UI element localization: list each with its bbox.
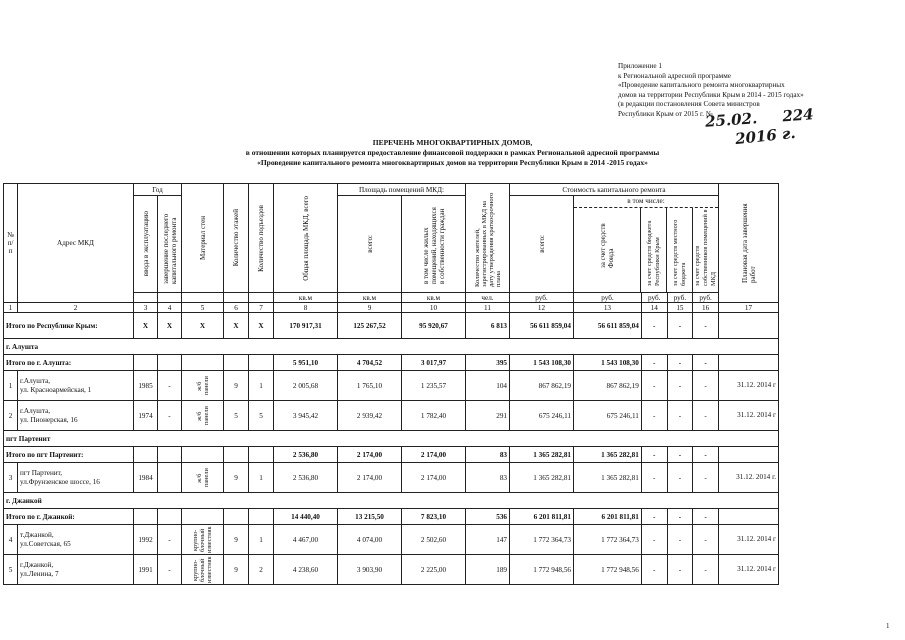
address xyxy=(18,525,134,555)
address-city: г.Алушта, xyxy=(20,406,51,415)
planned-date xyxy=(719,447,779,463)
empty-cell xyxy=(158,509,182,525)
residents: 6 813 xyxy=(466,313,510,339)
cost-owners: - xyxy=(693,401,719,431)
empty-cell xyxy=(158,447,182,463)
total-area: 170 917,31 xyxy=(274,313,338,339)
floors: 9 xyxy=(224,463,249,493)
city-name: г. Джанкой xyxy=(4,493,779,509)
cost-rk: - xyxy=(641,555,667,585)
column-number: 12 xyxy=(510,303,574,313)
empty-cell xyxy=(182,355,224,371)
citizens-area: 2 225,00 xyxy=(402,555,466,585)
cost-fund: 675 246,11 xyxy=(574,401,642,431)
cost-owners: - xyxy=(693,463,719,493)
citizens-area: 7 823,10 xyxy=(402,509,466,525)
empty-cell xyxy=(158,355,182,371)
header-local-budget: за счет средств местного бюджета xyxy=(667,208,693,292)
residents: 104 xyxy=(466,371,510,401)
cost-local: - xyxy=(667,555,693,585)
premises-area: 4 704,52 xyxy=(338,355,402,371)
address xyxy=(18,463,134,493)
address-street: ул.Фрунзенское шоссе, 16 xyxy=(20,477,100,486)
cost-total: 1 543 108,30 xyxy=(510,355,574,371)
address xyxy=(18,371,134,401)
floors: 9 xyxy=(224,525,249,555)
cost-total: 867 862,19 xyxy=(510,371,574,401)
cost-total: 1 772 948,56 xyxy=(510,555,574,585)
header-premises-total: всего: xyxy=(338,196,402,293)
column-number: 16 xyxy=(693,303,719,313)
subtotal-row xyxy=(4,509,779,525)
column-number: 15 xyxy=(667,303,693,313)
cost-owners: - xyxy=(693,555,719,585)
year-repair: - xyxy=(158,401,182,431)
citizens-area: 2 502,60 xyxy=(402,525,466,555)
citizens-area: 1 235,57 xyxy=(402,371,466,401)
appendix-line: Республики Крым от 2015 г. № xyxy=(618,109,713,118)
cost-total: 6 201 811,81 xyxy=(510,509,574,525)
cost-fund: 6 201 811,81 xyxy=(574,509,642,525)
planned-date xyxy=(719,509,779,525)
header-floors: Количество этажей xyxy=(224,184,249,293)
year-built: 1974 xyxy=(134,401,158,431)
wall-material: крупно-блочный известняк xyxy=(182,555,224,585)
cost-fund: 56 611 859,04 xyxy=(574,313,642,339)
x-mark: X xyxy=(158,313,182,339)
empty-cell xyxy=(224,447,249,463)
year-built: 1991 xyxy=(134,555,158,585)
column-numbers-row xyxy=(4,303,779,313)
cost-rk: - xyxy=(641,525,667,555)
address-street: ул.Ленина, 7 xyxy=(20,569,59,578)
row-number: 1 xyxy=(4,371,18,401)
cost-rk: - xyxy=(641,463,667,493)
planned-date xyxy=(719,355,779,371)
cost-local: - xyxy=(667,525,693,555)
cost-rk: - xyxy=(641,371,667,401)
cost-owners: - xyxy=(693,313,719,339)
header-fund: за счет средств Фонда xyxy=(574,208,641,292)
city-row xyxy=(4,431,779,447)
year-built: 1985 xyxy=(134,371,158,401)
planned-date: 31.12. 2014 г. xyxy=(719,463,779,493)
column-number: 13 xyxy=(574,303,642,313)
planned-date: 31.12. 2014 г xyxy=(719,525,779,555)
cost-rk: - xyxy=(641,401,667,431)
header-premises: Площадь помещений МКД: xyxy=(338,184,466,196)
year-repair: - xyxy=(158,525,182,555)
row-number: 4 xyxy=(4,525,18,555)
header-year-built: ввода в эксплуатацию xyxy=(134,196,158,293)
header-year: Год xyxy=(134,184,182,196)
cost-fund: 1 365 282,81 xyxy=(574,463,642,493)
row-label: Итого по Республике Крым: xyxy=(4,313,134,339)
cost-owners: - xyxy=(693,525,719,555)
cost-total: 675 246,11 xyxy=(510,401,574,431)
total-area: 5 951,10 xyxy=(274,355,338,371)
house-row xyxy=(4,401,779,431)
premises-area: 125 267,52 xyxy=(338,313,402,339)
planned-date: 31.12. 2014 г xyxy=(719,555,779,585)
empty-cell xyxy=(249,355,274,371)
citizens-area: 1 782,40 xyxy=(402,401,466,431)
row-label: Итого по г. Алушта: xyxy=(4,355,134,371)
header-including: в том числе: xyxy=(574,196,718,208)
cost-local: - xyxy=(667,509,693,525)
address-city: г.Алушта, xyxy=(20,376,51,385)
premises-area: 3 903,90 xyxy=(338,555,402,585)
cost-rk: - xyxy=(641,355,667,371)
city-name: г. Алушта xyxy=(4,339,779,355)
header-residents: Количество жителей, зарегистрированных в МКД на дату утверждения краткосрочного плана xyxy=(466,184,510,293)
header-wall: Материал стен xyxy=(182,184,224,293)
x-mark: X xyxy=(182,313,224,339)
header-num: № п/п xyxy=(4,184,18,303)
cost-total: 1 365 282,81 xyxy=(510,447,574,463)
entrances: 5 xyxy=(249,401,274,431)
cost-fund: 1 543 108,30 xyxy=(574,355,642,371)
cost-local: - xyxy=(667,355,693,371)
cost-rk: - xyxy=(641,509,667,525)
year-repair: - xyxy=(158,555,182,585)
city-row xyxy=(4,339,779,355)
appendix-line: Приложение 1 xyxy=(618,62,662,70)
empty-cell xyxy=(134,355,158,371)
cost-fund: 1 772 364,73 xyxy=(574,525,642,555)
citizens-area: 3 017,97 xyxy=(402,355,466,371)
column-number: 14 xyxy=(641,303,667,313)
header-cost: Стоимость капитального ремонта xyxy=(510,184,719,196)
empty-cell xyxy=(182,509,224,525)
floors: 9 xyxy=(224,555,249,585)
handwritten-date: 25.02. 224 xyxy=(704,105,815,131)
column-number: 17 xyxy=(719,303,779,313)
header-cost-total: всего: xyxy=(510,196,574,293)
residents: 147 xyxy=(466,525,510,555)
x-mark: X xyxy=(224,313,249,339)
empty-cell xyxy=(249,447,274,463)
address xyxy=(18,555,134,585)
premises-area: 1 765,10 xyxy=(338,371,402,401)
entrances: 1 xyxy=(249,525,274,555)
header-premises-citizens: в том числе жилых помещений, находящихся в собственности граждан xyxy=(402,196,466,293)
cost-owners: - xyxy=(693,355,719,371)
column-number: 9 xyxy=(338,303,402,313)
column-number: 5 xyxy=(182,303,224,313)
cost-fund: 1 772 948,56 xyxy=(574,555,642,585)
year-repair: - xyxy=(158,371,182,401)
appendix-line: к Региональной адресной программе xyxy=(618,71,731,80)
column-number: 11 xyxy=(466,303,510,313)
wall-material: крупно-блочный известняк xyxy=(182,525,224,555)
x-mark: X xyxy=(249,313,274,339)
premises-area: 2 174,00 xyxy=(338,463,402,493)
total-area: 2 536,80 xyxy=(274,463,338,493)
cost-owners: - xyxy=(693,447,719,463)
handwritten-year: 2016 г. xyxy=(734,123,797,149)
cost-local: - xyxy=(667,463,693,493)
residents: 395 xyxy=(466,355,510,371)
wall-material: ж/б панели xyxy=(182,371,224,401)
cost-local: - xyxy=(667,447,693,463)
total-area: 4 467,00 xyxy=(274,525,338,555)
appendix-line: (в редакции постановления Совета министров xyxy=(618,100,760,109)
total-area: 3 945,42 xyxy=(274,401,338,431)
row-number: 2 xyxy=(4,401,18,431)
residents: 189 xyxy=(466,555,510,585)
residents: 291 xyxy=(466,401,510,431)
entrances: 1 xyxy=(249,371,274,401)
header-planned: Плановая дата завершения работ xyxy=(719,184,779,303)
floors: 5 xyxy=(224,401,249,431)
residents: 83 xyxy=(466,447,510,463)
house-row xyxy=(4,463,779,493)
empty-cell xyxy=(134,509,158,525)
total-area: 2 536,80 xyxy=(274,447,338,463)
column-number: 7 xyxy=(249,303,274,313)
address-city: пгт Партенит, xyxy=(20,468,63,477)
column-number: 8 xyxy=(274,303,338,313)
column-number: 1 xyxy=(4,303,18,313)
column-number: 10 xyxy=(402,303,466,313)
header-year-repair: завершение последнего капитального ремонта xyxy=(158,196,182,293)
cost-total: 56 611 859,04 xyxy=(510,313,574,339)
document-title: ПЕРЕЧЕНЬ МНОГОКВАРТИРНЫХ ДОМОВ, в отношении которых планируется предоставление финансовой поддержки в рамках Региональной адресной программы «Проведение капитального ремонта многоквартирных домов на территории Республики Крым в 2014 -2015 годах» xyxy=(245,138,660,167)
premises-area: 2 174,00 xyxy=(338,447,402,463)
header-owners: за счет средств собственников помещений в МКД xyxy=(693,209,717,286)
subtotal-row xyxy=(4,447,779,463)
total-area: 2 005,68 xyxy=(274,371,338,401)
planned-date xyxy=(719,313,779,339)
entrances: 1 xyxy=(249,463,274,493)
city-row xyxy=(4,493,779,509)
citizens-area: 95 920,67 xyxy=(402,313,466,339)
year-repair xyxy=(158,463,182,493)
floors: 9 xyxy=(224,371,249,401)
cost-rk: - xyxy=(641,447,667,463)
header-total-area: Общая площадь МКД, всего xyxy=(274,184,338,293)
cost-local: - xyxy=(667,371,693,401)
wall-material: ж/б панели xyxy=(182,463,224,493)
city-name: пгт Партенит xyxy=(4,431,779,447)
house-row xyxy=(4,525,779,555)
house-row xyxy=(4,555,779,585)
empty-cell xyxy=(134,447,158,463)
house-row xyxy=(4,371,779,401)
header-address: Адрес МКД xyxy=(18,184,134,303)
total-area: 14 440,40 xyxy=(274,509,338,525)
empty-cell xyxy=(182,447,224,463)
units-row: кв.м кв.м кв.м чел. руб. руб. руб. руб. руб. xyxy=(4,293,779,303)
entrances: 2 xyxy=(249,555,274,585)
premises-area: 4 074,00 xyxy=(338,525,402,555)
address-street: ул.Советская, 65 xyxy=(20,539,71,548)
appendix-line: «Проведение капитального ремонта многоквартирных xyxy=(618,81,785,90)
row-label: Итого по г. Джанкой: xyxy=(4,509,134,525)
year-built: 1984 xyxy=(134,463,158,493)
citizens-area: 2 174,00 xyxy=(402,463,466,493)
cost-local: - xyxy=(667,313,693,339)
column-number: 4 xyxy=(158,303,182,313)
x-mark: X xyxy=(134,313,158,339)
total-area: 4 238,60 xyxy=(274,555,338,585)
premises-area: 13 215,50 xyxy=(338,509,402,525)
year-built: 1992 xyxy=(134,525,158,555)
address-city: г.Джанкой, xyxy=(20,560,54,569)
empty-cell xyxy=(224,355,249,371)
wall-material: ж/б панели xyxy=(182,401,224,431)
cost-fund: 1 365 282,81 xyxy=(574,447,642,463)
citizens-area: 2 174,00 xyxy=(402,447,466,463)
cost-rk: - xyxy=(641,313,667,339)
grand-total-row xyxy=(4,313,779,339)
address-street: ул. Пионерская, 16 xyxy=(20,415,78,424)
address-city: т.Джанкой, xyxy=(20,530,54,539)
empty-cell xyxy=(249,509,274,525)
cost-owners: - xyxy=(693,371,719,401)
planned-date: 31.12. 2014 г xyxy=(719,371,779,401)
cost-local: - xyxy=(667,401,693,431)
premises-area: 2 939,42 xyxy=(338,401,402,431)
column-number: 3 xyxy=(134,303,158,313)
residents: 536 xyxy=(466,509,510,525)
header-rk-budget: за счет средств бюджета Республики Крым xyxy=(641,208,667,292)
row-number: 3 xyxy=(4,463,18,493)
row-number: 5 xyxy=(4,555,18,585)
cost-total: 1 772 364,73 xyxy=(510,525,574,555)
column-number: 2 xyxy=(18,303,134,313)
cost-total: 1 365 282,81 xyxy=(510,463,574,493)
houses-table xyxy=(3,183,779,585)
row-label: Итого по пгт Партенит: xyxy=(4,447,134,463)
residents: 83 xyxy=(466,463,510,493)
planned-date: 31.12. 2014 г xyxy=(719,401,779,431)
cost-owners: - xyxy=(693,509,719,525)
appendix-line: домов на территории Республики Крым в 2014 - 2015 годах» xyxy=(618,90,804,99)
cost-fund: 867 862,19 xyxy=(574,371,642,401)
address xyxy=(18,401,134,431)
page-number: 1 xyxy=(886,622,890,630)
column-number: 6 xyxy=(224,303,249,313)
address-street: ул. Красноармейская, 1 xyxy=(20,385,92,394)
header-entrances: Количество подъездов xyxy=(249,184,274,293)
subtotal-row xyxy=(4,355,779,371)
empty-cell xyxy=(224,509,249,525)
